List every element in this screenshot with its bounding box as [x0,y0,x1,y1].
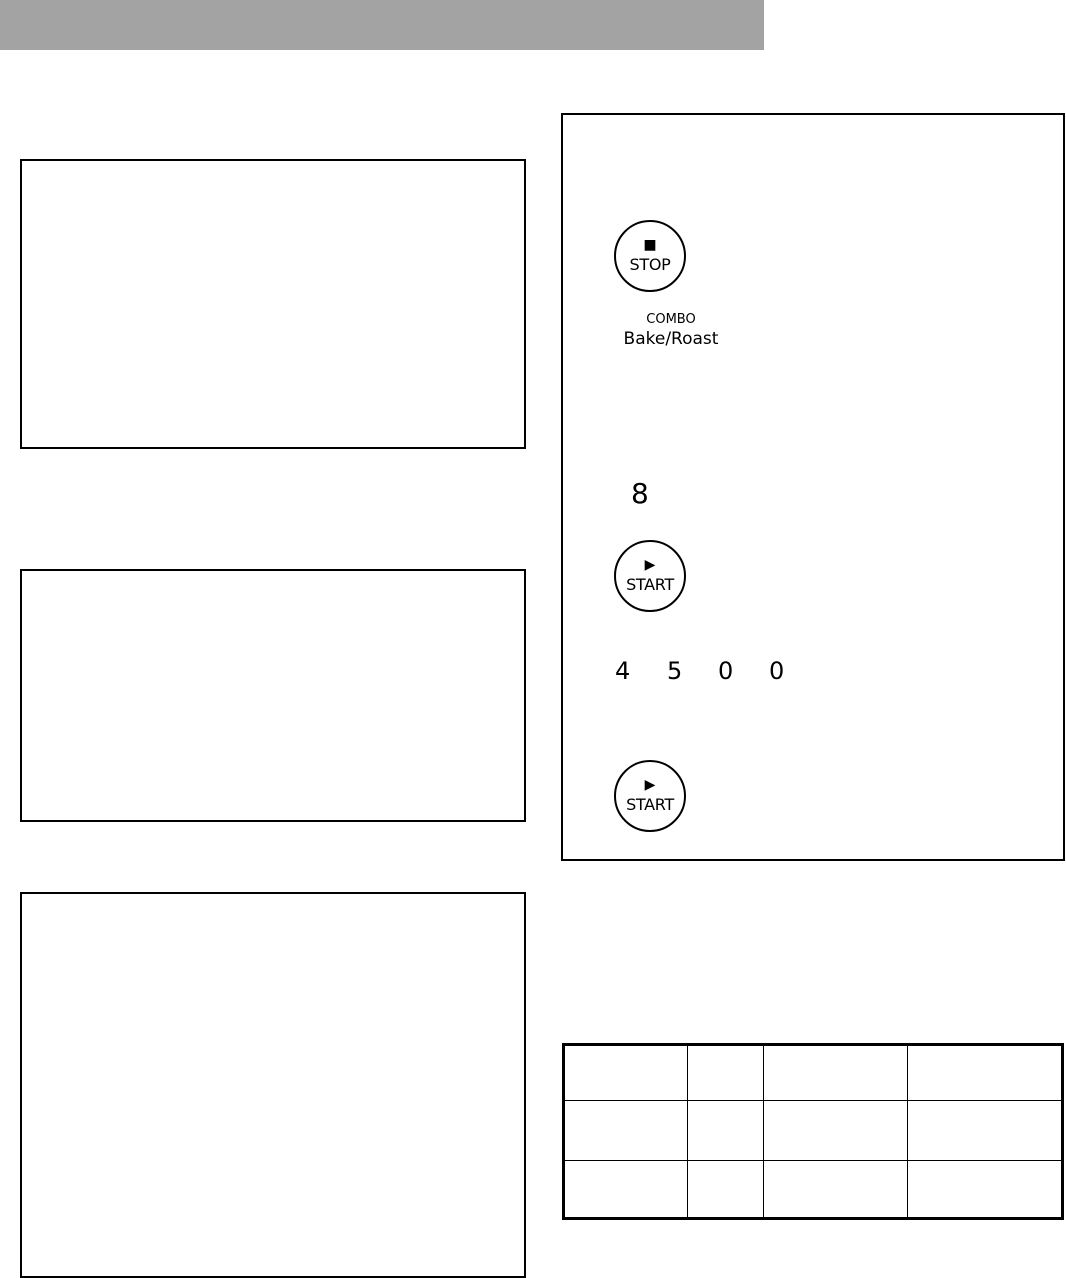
stop-icon: ■ [643,237,657,253]
table-cell [688,1101,764,1161]
info-box-3 [20,892,526,1278]
table-cell [908,1161,1063,1219]
table-cell [564,1101,688,1161]
combo-bake-roast-button[interactable] [615,312,727,350]
start-button-2[interactable] [614,760,686,832]
keypad-digit-0[interactable]: 0 [718,657,734,685]
keypad-digit-5[interactable]: 5 [667,657,683,685]
keypad-digit-4[interactable]: 4 [615,657,631,685]
info-box-1 [20,159,526,449]
stop-button[interactable] [614,220,686,292]
table-cell [564,1161,688,1219]
table-cell [764,1045,908,1101]
table-cell [908,1045,1063,1101]
table-row [564,1045,1063,1101]
table-cell [908,1101,1063,1161]
play-icon: ▶ [644,777,656,793]
start-label: START [626,575,674,594]
empty-table [562,1043,1064,1220]
header-bar [0,0,764,50]
table-cell [764,1161,908,1219]
start-button-1[interactable] [614,540,686,612]
table-cell [564,1045,688,1101]
table-row [564,1101,1063,1161]
info-box-2 [20,569,526,822]
play-icon: ▶ [644,557,656,573]
table-row [564,1161,1063,1219]
table-cell [688,1161,764,1219]
combo-label: COMBO [646,312,696,327]
table-cell [688,1045,764,1101]
table-cell [764,1101,908,1161]
stop-label: STOP [629,255,671,274]
keypad-digit-0-second[interactable]: 0 [769,657,785,685]
keypad-digit-8[interactable]: 8 [631,477,649,510]
bake-roast-label: Bake/Roast [623,329,719,349]
start-label: START [626,795,674,814]
